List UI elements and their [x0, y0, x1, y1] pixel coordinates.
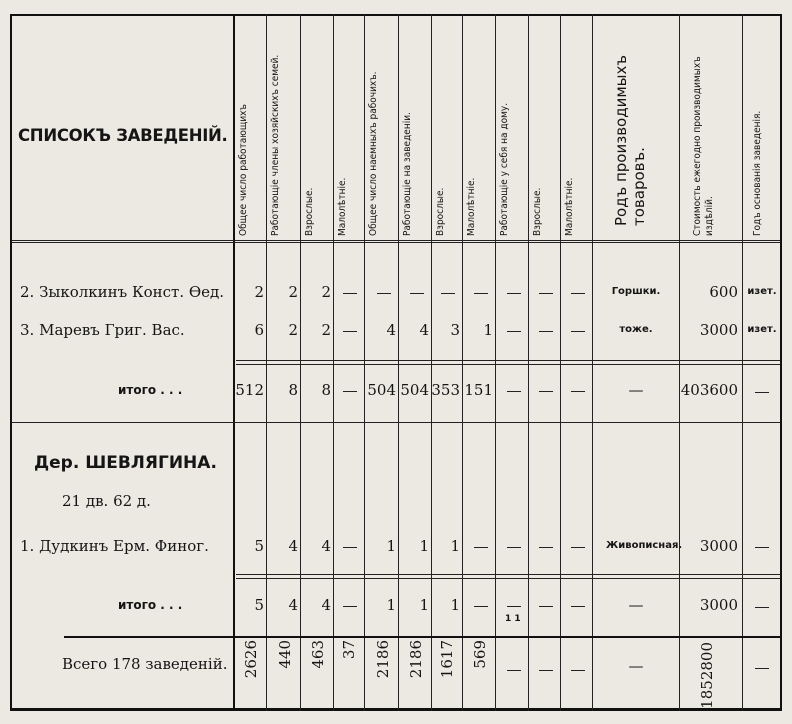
- header-at-home: Работающіе у себя на дому.: [499, 102, 510, 236]
- rows.1-value: 2: [288, 321, 298, 339]
- rows.0-dash: [410, 293, 424, 294]
- header-bottom-line: [12, 240, 780, 243]
- total1-dash: [343, 391, 357, 392]
- rows.0-value: 2: [288, 283, 298, 301]
- village-households: 21 дв. 62 д.: [62, 492, 151, 510]
- header-minors: Малолѣтніе.: [337, 177, 348, 236]
- col-divider: [333, 14, 334, 711]
- header-on-premises: Работающіе на заведеніи.: [402, 112, 413, 236]
- annual-cost: 3000: [699, 321, 738, 339]
- margin-mark: 1 1: [505, 614, 521, 624]
- rows2.0-value: 4: [321, 537, 331, 555]
- grand-total-label: Всего 178 заведеній.: [62, 655, 228, 673]
- total-label: итого . . .: [118, 598, 183, 612]
- rows.1-value: 6: [254, 321, 264, 339]
- rows2.0-value: 5: [254, 537, 264, 555]
- total2-value: 5: [254, 596, 264, 614]
- year-dash: [755, 668, 769, 669]
- founding-year: изет.: [747, 286, 777, 297]
- rows2.0-dash: [507, 547, 521, 548]
- col-divider: [560, 14, 561, 711]
- rows.1-value: 3: [450, 321, 460, 339]
- rows2.0-value: 1: [419, 537, 429, 555]
- grand-dash: [507, 670, 521, 671]
- rows2.0-dash: [571, 547, 585, 548]
- row-separator: [236, 578, 780, 579]
- grand-total-cost: 1852800: [698, 642, 716, 709]
- section-separator: [12, 422, 780, 423]
- header-adults-3: Взрослые.: [532, 187, 543, 236]
- total-cost: 403600: [680, 381, 738, 399]
- rows2.0-value: 4: [288, 537, 298, 555]
- header-annual-cost: Стоимость ежегодно производимыхъ издѣлій.: [692, 56, 715, 236]
- rows.1-dash: [507, 331, 521, 332]
- rows.1-dash: [571, 331, 585, 332]
- establishment-name: 1. Дудкинъ Ерм. Финог.: [20, 537, 209, 555]
- rows.1-value: 1: [483, 321, 493, 339]
- col-divider: [742, 14, 743, 711]
- header-adults-2: Взрослые.: [435, 187, 446, 236]
- col-divider: [679, 14, 680, 711]
- grand-total-value: 2626: [242, 640, 260, 679]
- header-product-type: Родъ производимыхъ товаровъ.: [612, 55, 648, 226]
- col-divider: [431, 14, 432, 711]
- grand-total-value: 37: [340, 640, 358, 660]
- rows.0-dash: [441, 293, 455, 294]
- rows.1-value: 2: [321, 321, 331, 339]
- rows.0-value: 2: [254, 283, 264, 301]
- grand-total-value: 2186: [374, 640, 392, 679]
- total1-dash: [507, 391, 521, 392]
- product-type: Горшки.: [611, 286, 661, 297]
- total1-value: 151: [464, 381, 493, 399]
- total2-dash: [539, 606, 553, 607]
- col-divider: [592, 14, 593, 711]
- rows.0-dash: [539, 293, 553, 294]
- total1-value: 8: [321, 381, 331, 399]
- rows.1-value: 4: [386, 321, 396, 339]
- grand-total-line: [64, 636, 780, 638]
- rows.0-dash: [571, 293, 585, 294]
- row-separator: [236, 574, 780, 575]
- rows.0-dash: [377, 293, 391, 294]
- grand-total-value: 2186: [407, 640, 425, 679]
- col-divider: [300, 14, 301, 711]
- col-divider: [528, 14, 529, 711]
- header-minors-3: Малолѣтніе.: [564, 177, 575, 236]
- grand-total-value: 569: [471, 640, 489, 669]
- total1-value: 504: [367, 381, 396, 399]
- grand-total-value: 463: [309, 640, 327, 669]
- header-total-workers: Общее число работающихъ: [238, 104, 249, 236]
- total1-value: 353: [431, 381, 460, 399]
- rows2.0-dash: [343, 547, 357, 548]
- total1-dash: [571, 391, 585, 392]
- total2-value: 1: [450, 596, 460, 614]
- header-family-members: Работающіе члены хозяйскихъ семей.: [270, 54, 281, 236]
- header-minors-2: Малолѣтніе.: [466, 177, 477, 236]
- col-divider: [495, 14, 496, 711]
- total1-dash: [539, 391, 553, 392]
- year-dash: [755, 392, 769, 393]
- village-title: Дер. ШЕВЛЯГИНА.: [34, 453, 217, 473]
- rows.0-dash: [474, 293, 488, 294]
- founding-year: изет.: [747, 324, 777, 335]
- grand-dash: [539, 670, 553, 671]
- total2-dash: [474, 606, 488, 607]
- establishment-name: 2. Зыколкинъ Конст. Ѳед.: [20, 283, 225, 301]
- total-product: —: [628, 381, 644, 399]
- total2-dash: [343, 606, 357, 607]
- total2-value: 1: [419, 596, 429, 614]
- rows.0-dash: [507, 293, 521, 294]
- total-label: итого . . .: [118, 383, 183, 397]
- total2-value: 4: [288, 596, 298, 614]
- grand-product: —: [628, 657, 644, 675]
- col-divider: [364, 14, 365, 711]
- row-separator: [236, 360, 780, 361]
- col-divider: [266, 14, 267, 711]
- grand-total-value: 440: [276, 640, 294, 669]
- annual-cost: 600: [709, 283, 738, 301]
- total2-dash: [507, 606, 521, 607]
- header-founding-year: Годъ основанія заведенія.: [752, 110, 763, 236]
- total1-value: 8: [288, 381, 298, 399]
- rows.1-dash: [343, 331, 357, 332]
- total-product: —: [628, 596, 644, 614]
- grand-total-value: 1617: [438, 640, 456, 679]
- rows.1-dash: [539, 331, 553, 332]
- rows2.0-value: 1: [386, 537, 396, 555]
- page-title: СПИСОКЪ ЗАВЕДЕНІЙ.: [18, 126, 228, 145]
- total2-dash: [571, 606, 585, 607]
- col-divider: [233, 14, 235, 711]
- rows2.0-dash: [539, 547, 553, 548]
- rows2.0-dash: [474, 547, 488, 548]
- total2-value: 4: [321, 596, 331, 614]
- total1-value: 512: [235, 381, 264, 399]
- year-dash: [755, 547, 769, 548]
- header-hired-workers: Общее число наемныхъ рабочихъ.: [368, 71, 379, 236]
- product-type: Живописная.: [606, 540, 683, 551]
- total1-value: 504: [400, 381, 429, 399]
- col-divider: [462, 14, 463, 711]
- annual-cost: 3000: [699, 537, 738, 555]
- product-type: тоже.: [619, 324, 653, 335]
- grand-dash: [571, 670, 585, 671]
- rows2.0-value: 1: [450, 537, 460, 555]
- establishment-name: 3. Маревъ Григ. Вас.: [20, 321, 185, 339]
- rows.1-value: 4: [419, 321, 429, 339]
- year-dash: [755, 607, 769, 608]
- row-separator: [236, 364, 780, 365]
- total-cost: 3000: [699, 596, 738, 614]
- total2-value: 1: [386, 596, 396, 614]
- rows.0-value: 2: [321, 283, 331, 301]
- header-adults: Взрослые.: [304, 187, 315, 236]
- col-divider: [398, 14, 399, 711]
- rows.0-dash: [343, 293, 357, 294]
